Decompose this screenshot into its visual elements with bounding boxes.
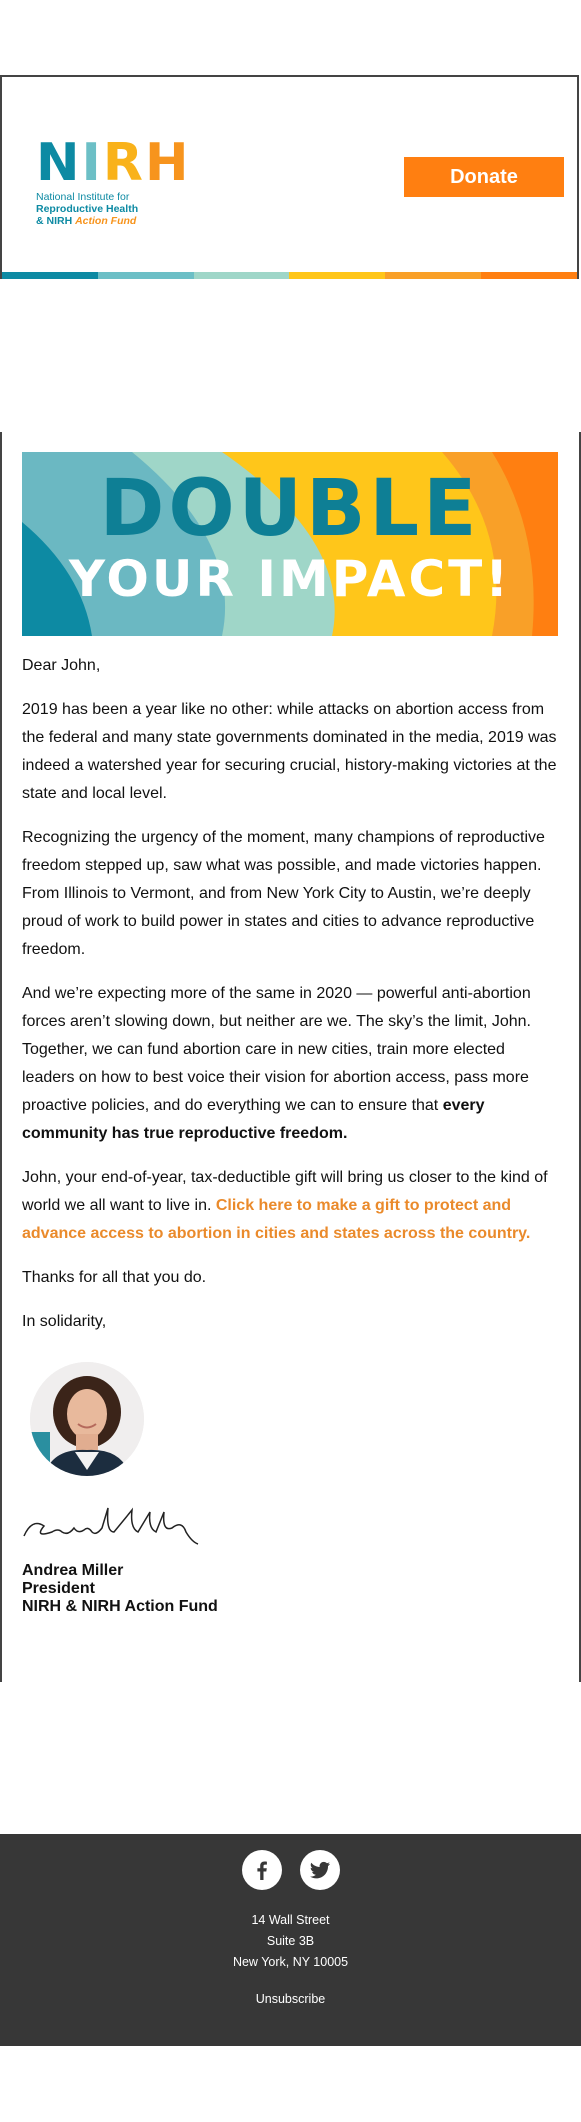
logo-line-2-text: Reproductive Health	[36, 203, 139, 215]
thanks-line: Thanks for all that you do.	[22, 1269, 207, 1286]
logo-line-1: National Institute for	[36, 191, 130, 203]
email-header	[0, 75, 579, 279]
logo-letter-h: H	[144, 133, 189, 193]
donate-link[interactable]: Click here to make a gift to protect and advance access to abortion in cities and states across the country.	[22, 1197, 531, 1242]
email-footer	[0, 1834, 581, 2046]
paragraph-4	[22, 1164, 558, 1248]
logo-letter-r: R	[102, 133, 143, 193]
social-links	[0, 1850, 581, 1890]
paragraph-4-text: John, your end-of-year, tax-deductible gift will bring us closer to the kind of world we all want to live in.	[22, 1169, 548, 1214]
logo-letter-i: I	[81, 133, 101, 193]
address-line-1: 14 Wall Street	[251, 1913, 330, 1927]
donate-button[interactable]: Donate	[404, 157, 564, 197]
logo-line-3b: Action Fund	[75, 215, 137, 227]
twitter-icon[interactable]	[300, 1850, 340, 1890]
hero-title-line1: DOUBLE	[99, 464, 481, 554]
logo-line-3a: & NIRH	[36, 215, 73, 227]
paragraph-3-bold: every community has true reproductive freedom.	[22, 1097, 485, 1142]
paragraph-3	[22, 980, 558, 1148]
logo-letter-n: N	[36, 133, 80, 193]
closing-line: In solidarity,	[22, 1313, 107, 1330]
paragraph-3-text: And we’re expecting more of the same in 2020 — powerful anti-abortion forces aren’t slowing down, but neither are we. The sky’s the limit, John. Together, we can fund abortion care in new cities, train more elected leaders on how to best voice their vision for abortion access, pass more proactive policies, and do everything we can to ensure that	[22, 985, 531, 1114]
portrait-image	[30, 1362, 144, 1476]
signer-title: President	[22, 1580, 95, 1597]
hero-title-line2: YOUR IMPACT!	[68, 550, 512, 608]
signoff-block	[22, 1562, 218, 1616]
signer-name: Andrea Miller	[22, 1562, 124, 1579]
paragraph-2: Recognizing the urgency of the moment, many champions of reproductive freedom stepped up, saw what was possible, and made victories happen. From Illinois to Vermont, and from New York City to Austin, we’re deeply proud of work to build power in states and cities to advance reproductive freedom.	[22, 829, 545, 958]
hero-banner	[22, 452, 558, 636]
facebook-icon[interactable]	[242, 1850, 282, 1890]
address-line-3: New York, NY 10005	[232, 1955, 349, 1969]
logo-line-3	[36, 215, 166, 227]
logo-mark	[36, 133, 189, 193]
unsubscribe-link[interactable]: Unsubscribe	[255, 1992, 326, 2006]
letter-content	[22, 652, 558, 1352]
mailing-address	[0, 1910, 581, 1973]
avatar	[30, 1362, 144, 1476]
signature-image	[22, 1498, 202, 1550]
greeting: Dear John,	[22, 657, 101, 674]
address-line-2: Suite 3B	[266, 1934, 315, 1948]
paragraph-1: 2019 has been a year like no other: while attacks on abortion access from the federal and many state governments dominated in the media, 2019 was indeed a watershed year for securing crucial, history-making victories at the state and local level.	[22, 701, 557, 802]
nirh-logo[interactable]	[36, 133, 189, 227]
logo-line-2	[36, 203, 166, 215]
signer-org: NIRH & NIRH Action Fund	[22, 1598, 218, 1615]
color-stripe	[2, 272, 577, 279]
